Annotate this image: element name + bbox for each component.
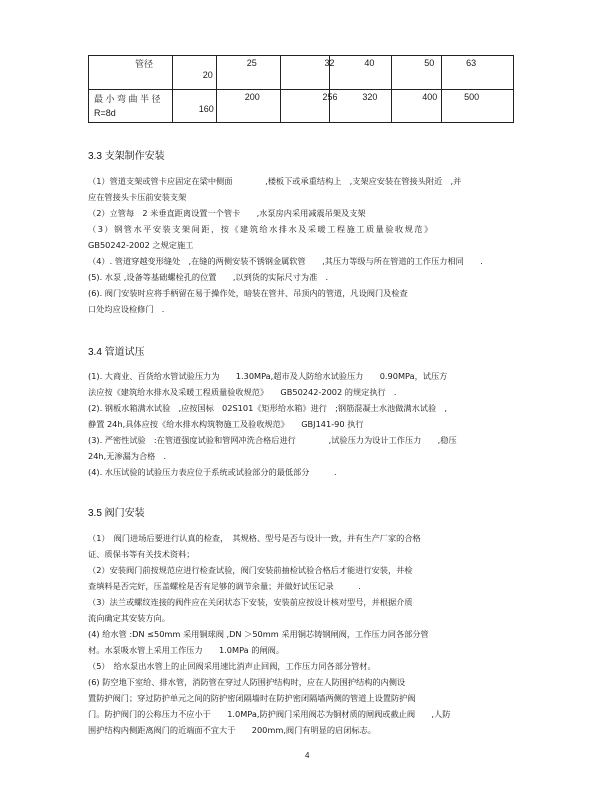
cell-value: 25 xyxy=(246,58,257,68)
paragraph-line: (1). 大商业、百货给水管试验压力为 1.30MPa,超市及人防给水试验压力 0.90MPa，试压方 xyxy=(88,371,448,381)
section-heading-3-3: 3.3 支架制作安装 xyxy=(88,151,165,162)
paragraph-line: 置防护阀门；穿过防护单元之间的防护密闭隔墙时在防护密闭隔墙两侧的管道上设置防护阀 xyxy=(88,693,416,703)
section-body-3-4 xyxy=(88,368,528,480)
paragraph-line: 围护结构内侧距离阀门的近端面不宜大于 200mm,阀门有明显的启闭标志。 xyxy=(88,725,376,735)
paragraph-line: （2）立管每 2 米垂直距离设置一个管卡 ,水泵房内采用减震吊架及支架 xyxy=(88,208,366,218)
cell-value: 500 xyxy=(464,92,480,102)
cell-value: 320 xyxy=(362,92,378,102)
cell-value: 40 xyxy=(364,58,375,68)
paragraph-line: （3）法兰或螺纹连接的阀件应在关闭状态下安装，安装前应按设计核对型号，并根据介质 xyxy=(88,597,413,607)
paragraph-line: 口处均应设检修门 . xyxy=(88,304,165,314)
header-label: R=8d xyxy=(94,108,116,118)
paragraph-line: 静置 24h,具体应按《给水排水构筑物施工及验收规范》 GBJ141-90 执行 xyxy=(88,419,364,429)
cell-value: 400 xyxy=(422,92,438,102)
table-cell xyxy=(280,56,335,90)
table-cell xyxy=(392,56,442,90)
table-cell xyxy=(330,56,392,90)
table-cell xyxy=(216,56,280,90)
section-body-3-5 xyxy=(88,530,528,738)
table-row xyxy=(89,90,514,123)
paragraph-line: GB50242-2002 之规定施工 xyxy=(88,240,194,250)
table-cell xyxy=(216,90,280,123)
section-heading-3-5: 3.5 阀门安装 xyxy=(88,508,145,519)
paragraph-line: （1）管道支架或管卡应固定在梁中侧面 ,楼板下或承重结构上 ,支架应安装在管接头附近 ,并 xyxy=(88,176,462,186)
table-cell xyxy=(442,56,514,90)
paragraph-line: (3). 严密性试验 :在管道强度试验和管网冲洗合格后进行 ,试验压力为设计工作压力 ,稳压 xyxy=(88,435,457,445)
paragraph-line: 证、质保书等有关技术资料； xyxy=(88,549,195,559)
table-header-cell xyxy=(89,90,173,123)
table-cell xyxy=(172,90,216,123)
paragraph-line: （1） 阀门进场后要进行认真的检查， 其规格、型号是否与设计一致，并有生产厂家的合格 xyxy=(88,533,421,543)
cell-value: 20 xyxy=(202,70,213,80)
cell-value: 200 xyxy=(244,92,260,102)
paragraph-line: 门。防护阀门的公称压力不应小于 1.0MPa,防护阀门采用阀芯为铜材质的闸阀或截止阀 ,人防 xyxy=(88,709,451,719)
paragraph-line: 24h,无渗漏为合格 . xyxy=(88,451,167,461)
page-number: 4 xyxy=(305,751,310,760)
cell-value: 256 xyxy=(322,92,338,102)
paragraph-line: （4）. 管道穿越变形缝处 ,在缝的两侧安装不锈钢金属软管 ,其压力等级与所在管道的工作压力相同 . xyxy=(88,256,483,266)
paragraph-line: (6) 防空地下室给、排水管，消防管在穿过人防围护结构时，应在人防围护结构的内侧设 xyxy=(88,677,406,687)
table-cell xyxy=(280,90,338,123)
paragraph-line: （3）钢管水平安装支架间距，按《建筑给水排水及采暖工程施工质量验收规范》 xyxy=(88,224,434,234)
paragraph-line: 材。水泵吸水管上采用工作压力 1.0MPa 的闸阀。 xyxy=(88,645,285,655)
cell-value: 50 xyxy=(424,58,435,68)
cell-value: 63 xyxy=(466,58,477,68)
paragraph-line: (4). 水压试验的试验压力表应位于系统或试验部分的最低部分 . xyxy=(88,467,337,477)
paragraph-line: 查填料是否完好，压盖螺栓是否有足够的调节余量；并做好试压记录 . xyxy=(88,581,361,591)
paragraph-line: (6). 阀门安装时应将手柄留在易于操作处，暗装在管井、吊顶内的管道，凡设阀门及检查 xyxy=(88,288,408,298)
cell-value: 32 xyxy=(324,58,335,68)
cell-value: 160 xyxy=(198,104,214,114)
table-cell xyxy=(442,90,514,123)
header-label: 最 小 弯 曲 半 径 xyxy=(94,94,161,104)
section-body-3-3 xyxy=(88,173,528,317)
paragraph-line: (2). 钢板水箱满水试验 ,应按国标 02S101《矩形给水箱》进行 ;钢筋混凝土水池做满水试验 , xyxy=(88,403,447,413)
paragraph-line: （2）安装阀门前按规范应进行检查试验，阀门安装前抽检试验合格后才能进行安装，井检 xyxy=(88,565,413,575)
paragraph-line: (4) 给水管 :DN ≤50mm 采用铜球阀 ,DN ＞50mm 采用铜芯铸钢闸阀，工作压力同各部分管 xyxy=(88,629,429,639)
paragraph-line: 法应按《建筑给水排水及采暖工程质量验收规范》 GB50242-2002 的规定执行 . xyxy=(88,387,397,397)
table-cell xyxy=(330,90,392,123)
table-row xyxy=(89,56,514,90)
table-cell xyxy=(172,56,216,90)
paragraph-line: 流向确定其安装方向。 xyxy=(88,613,170,623)
paragraph-line: （5） 给水泵出水管上的止回阀采用速比消声止回阀，工作压力同各部分管材。 xyxy=(88,661,376,671)
paragraph-line: 应在管接头卡压前安装支架 xyxy=(88,192,187,202)
header-label: 管径 xyxy=(135,59,154,69)
table-cell xyxy=(392,90,442,123)
table-header-cell xyxy=(89,56,173,90)
pipe-bend-radius-table xyxy=(88,55,514,123)
section-heading-3-4: 3.4 管道试压 xyxy=(88,347,145,358)
paragraph-line: (5). 水泵 ,设备等基础螺栓孔的位置 ,以到货的实际尺寸为准 . xyxy=(88,272,329,282)
